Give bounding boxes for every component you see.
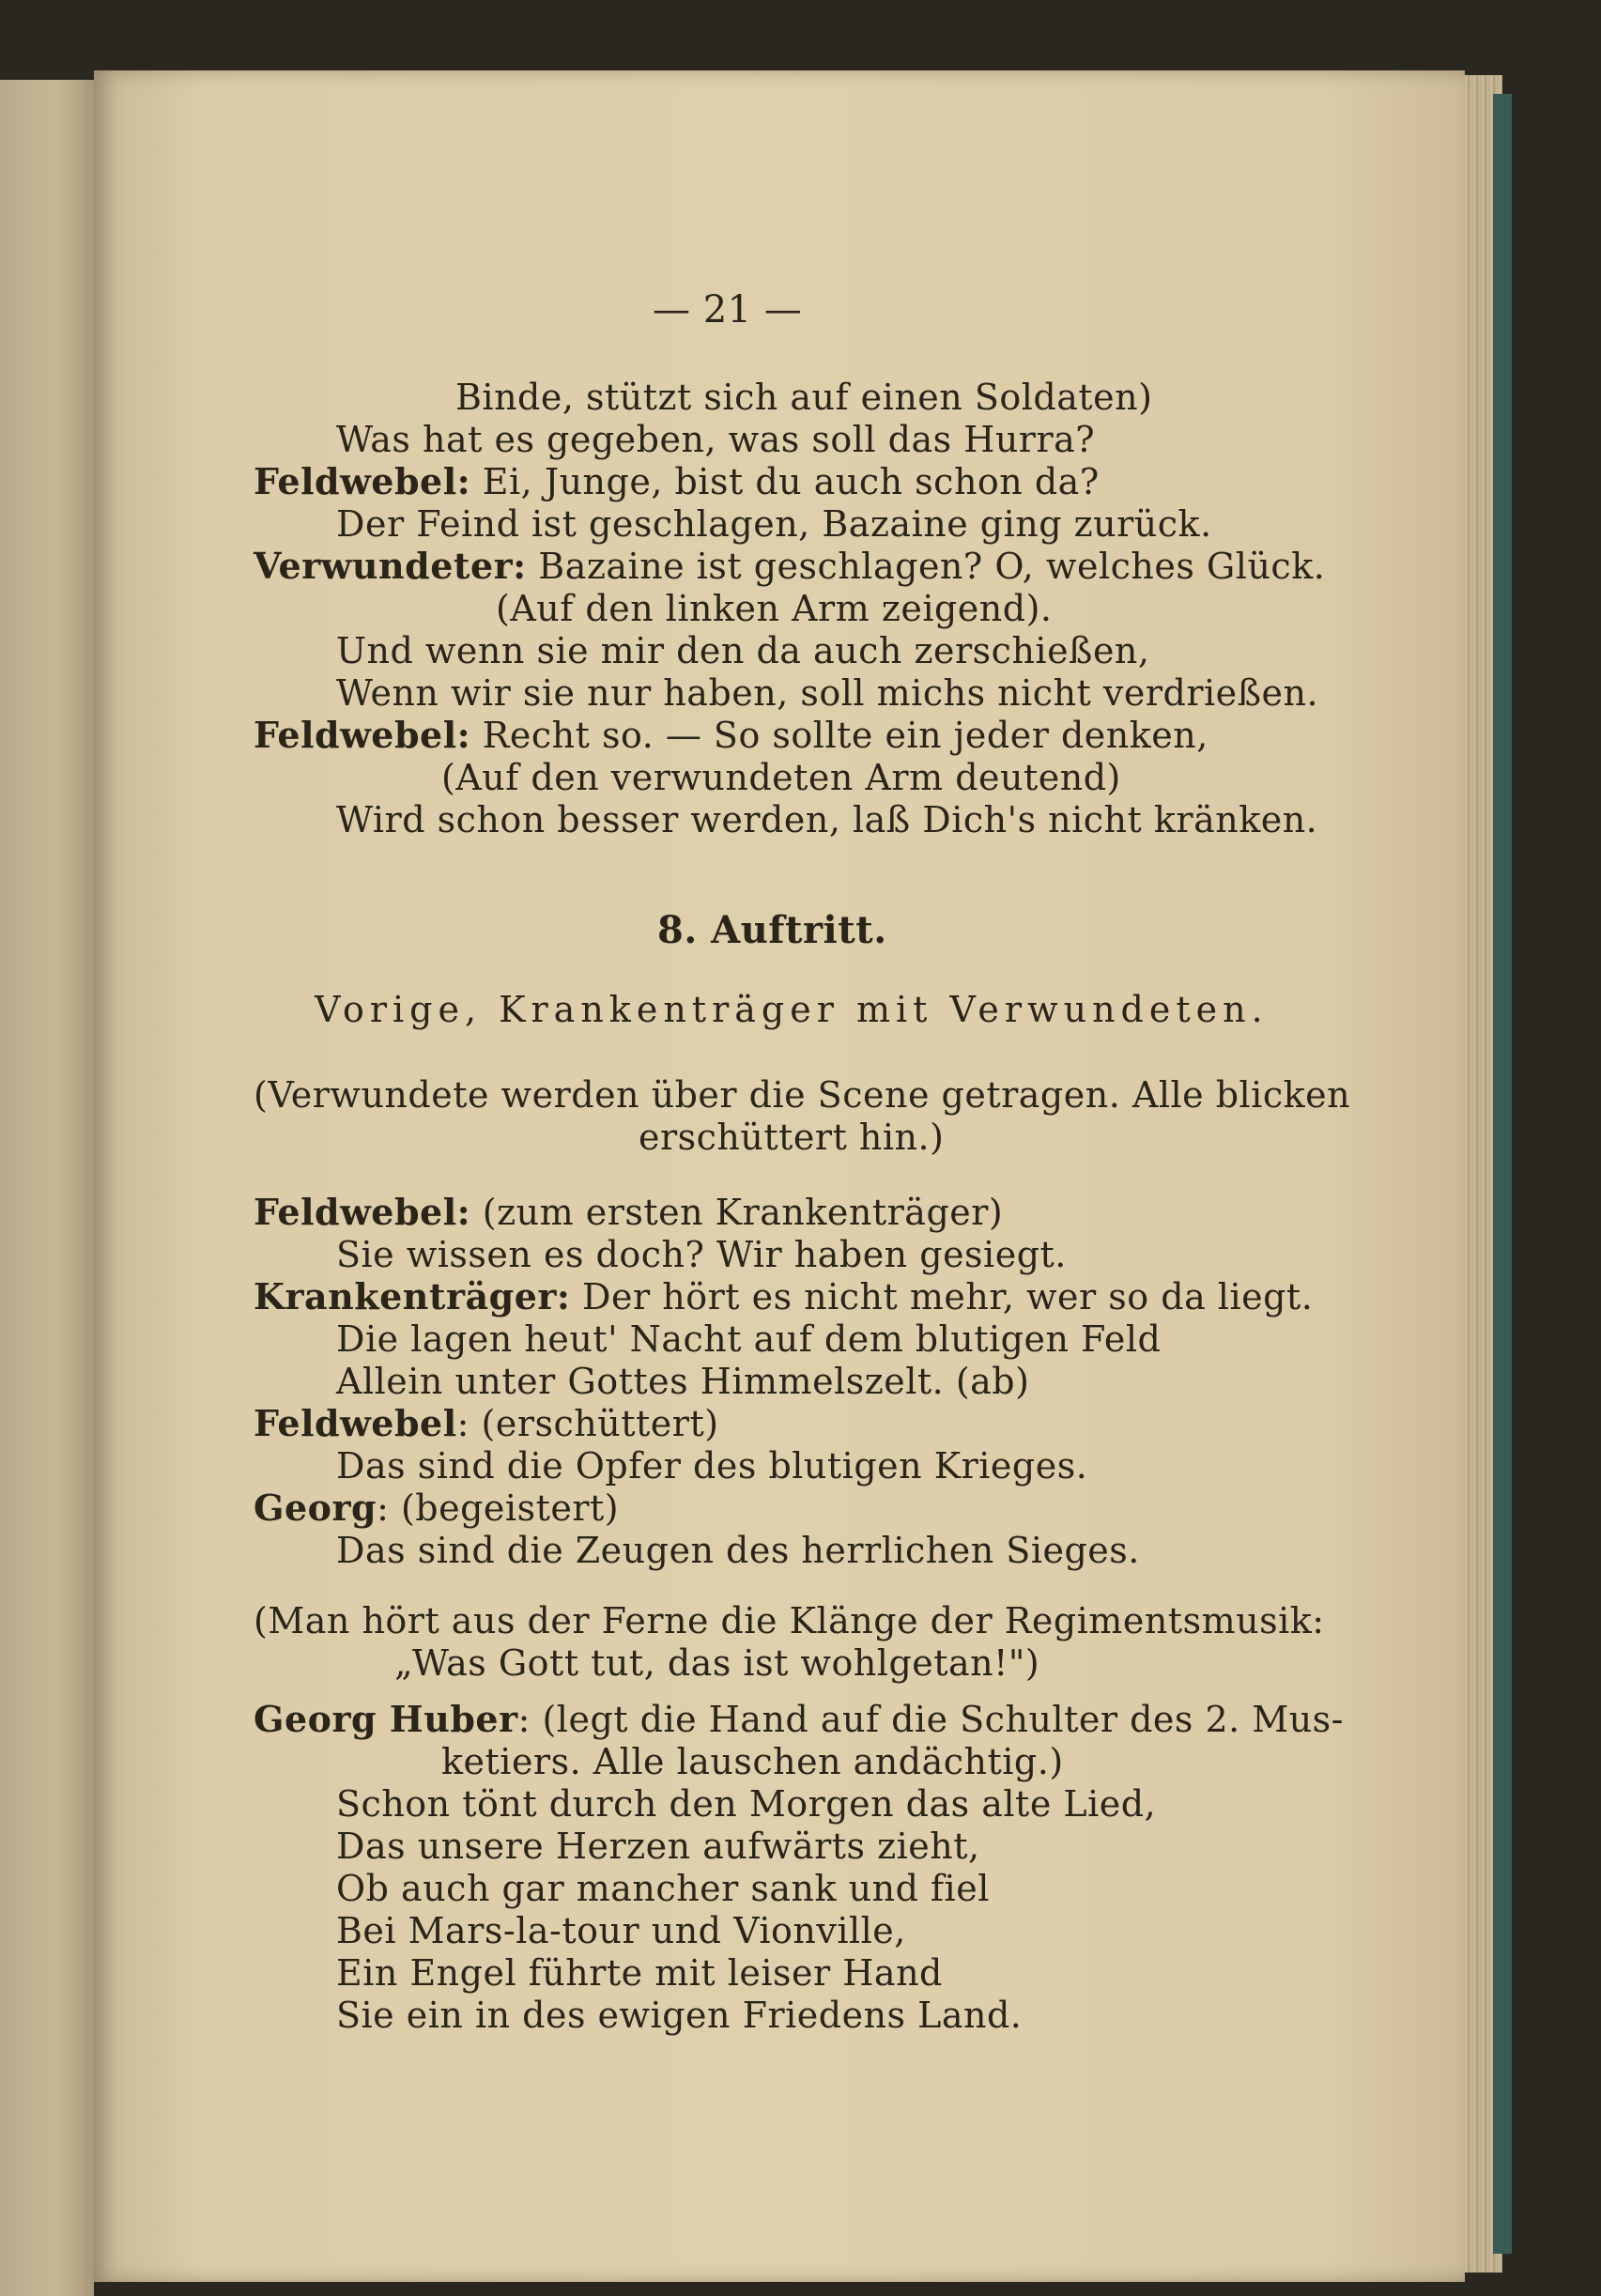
speaker-name: Krankenträger: bbox=[254, 1275, 571, 1318]
scene-heading: 8. Auftritt. bbox=[657, 908, 887, 952]
dialogue-text: Ei, Junge, bist du auch schon da? bbox=[482, 461, 1100, 502]
text-line: Die lagen heut' Nacht auf dem blutigen Feld bbox=[336, 1318, 1162, 1360]
dialogue-line bbox=[254, 1275, 1313, 1318]
dialogue-line bbox=[254, 460, 1100, 503]
stage-direction: (Auf den verwundeten Arm deutend) bbox=[441, 757, 1121, 798]
dialogue-line bbox=[254, 1487, 619, 1530]
stage-direction: (Man hört aus der Ferne die Klänge der Regimentsmusik: bbox=[254, 1600, 1325, 1641]
text-line: Wird schon besser werden, laß Dich's nicht kränken. bbox=[336, 799, 1318, 840]
dialogue-text: : (begeistert) bbox=[377, 1487, 620, 1529]
text-line: Was hat es gegeben, was soll das Hurra? bbox=[336, 419, 1096, 460]
page-number: — 21 — bbox=[653, 288, 803, 331]
dialogue-line bbox=[254, 545, 1325, 588]
text-line: Das sind die Zeugen des herrlichen Sieges. bbox=[336, 1530, 1140, 1571]
facing-page-edge bbox=[0, 80, 94, 2296]
stage-direction: (Verwundete werden über die Scene getragen. Alle blicken bbox=[254, 1074, 1351, 1116]
dialogue-text: (zum ersten Krankenträger) bbox=[482, 1192, 1004, 1233]
verse-line: Das unsere Herzen aufwärts zieht, bbox=[336, 1826, 980, 1867]
stage-direction: (Auf den linken Arm zeigend). bbox=[496, 588, 1053, 629]
speaker-name: Verwundeter: bbox=[254, 545, 527, 587]
text-line: Sie wissen es doch? Wir haben gesiegt. bbox=[336, 1234, 1067, 1275]
dialogue-line bbox=[254, 1191, 1003, 1234]
book-page bbox=[94, 70, 1465, 2282]
dialogue-text: Der hört es nicht mehr, wer so da liegt. bbox=[582, 1276, 1314, 1318]
book-cover-edge bbox=[1493, 94, 1512, 2254]
verse-line: Schon tönt durch den Morgen das alte Lied, bbox=[336, 1783, 1157, 1825]
speaker-name: Feldwebel: bbox=[254, 1191, 471, 1233]
text-line: Wenn wir sie nur haben, soll michs nicht verdrießen. bbox=[336, 672, 1319, 714]
verse-line: Ob auch gar mancher sank und fiel bbox=[336, 1868, 990, 1909]
dialogue-text: Recht so. — So sollte ein jeder denken, bbox=[482, 715, 1208, 756]
dialogue-line bbox=[254, 1402, 719, 1445]
speaker-name: Feldwebel bbox=[254, 1402, 457, 1444]
verse-line: Ein Engel führte mit leiser Hand bbox=[336, 1952, 943, 1994]
text-line: Und wenn sie mir den da auch zerschießen, bbox=[336, 630, 1150, 671]
dialogue-line bbox=[254, 1698, 1344, 1741]
verse-line: Sie ein in des ewigen Friedens Land. bbox=[336, 1995, 1023, 2036]
dialogue-text: : (erschüttert) bbox=[456, 1403, 719, 1444]
stage-direction: „Was Gott tut, das ist wohlgetan!") bbox=[394, 1642, 1040, 1684]
cast-list: Vorige, Krankenträger mit Verwundeten. bbox=[315, 989, 1269, 1030]
text-line: Binde, stützt sich auf einen Soldaten) bbox=[455, 377, 1153, 418]
speaker-name: Feldwebel: bbox=[254, 460, 471, 502]
text-line: Der Feind ist geschlagen, Bazaine ging zurück. bbox=[336, 503, 1212, 545]
speaker-name: Georg bbox=[254, 1487, 377, 1529]
stage-direction: erschüttert hin.) bbox=[639, 1117, 945, 1158]
text-line: Das sind die Opfer des blutigen Krieges. bbox=[336, 1445, 1088, 1487]
dialogue-text: Bazaine ist geschlagen? O, welches Glück. bbox=[538, 546, 1326, 587]
speaker-name: Feldwebel: bbox=[254, 714, 471, 756]
text-line: Allein unter Gottes Himmelszelt. (ab) bbox=[336, 1361, 1030, 1402]
stage-direction: ketiers. Alle lauschen andächtig.) bbox=[441, 1741, 1064, 1782]
speaker-name: Georg Huber bbox=[254, 1698, 518, 1740]
dialogue-line bbox=[254, 714, 1208, 757]
dialogue-text: : (legt die Hand auf die Schulter des 2. Mus- bbox=[517, 1699, 1345, 1740]
verse-line: Bei Mars-la-tour und Vionville, bbox=[336, 1910, 906, 1951]
